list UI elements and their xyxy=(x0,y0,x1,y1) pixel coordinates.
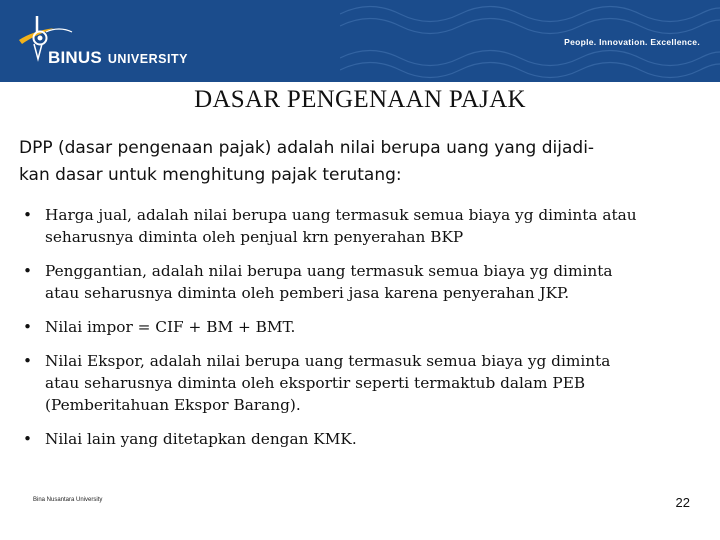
bullet-item xyxy=(23,204,703,248)
bullet-icon: • xyxy=(23,352,33,370)
logo-brand-text: BINUS xyxy=(48,48,102,67)
bullet-text: Nilai lain yang ditetapkan dengan KMK. xyxy=(45,430,357,448)
bullet-text: atau seharusnya diminta oleh pemberi jasa karena penyerahan JKP. xyxy=(45,284,570,302)
intro-paragraph xyxy=(19,135,704,189)
bullet-icon: • xyxy=(23,318,33,336)
intro-line: DPP (dasar pengenaan pajak) adalah nilai berupa uang yang dijadi- xyxy=(19,138,595,158)
logo-university-text: UNIVERSITY xyxy=(107,52,188,66)
bullet-text: seharusnya diminta oleh penjual krn penyerahan BKP xyxy=(45,228,464,246)
bullet-list xyxy=(23,204,703,462)
bullet-text: atau seharusnya diminta oleh eksportir seperti termaktub dalam PEB xyxy=(45,374,586,392)
bullet-icon: • xyxy=(23,262,33,280)
bullet-icon: • xyxy=(23,430,33,448)
footer-organization: Bina Nusantara University xyxy=(33,497,103,503)
bullet-item xyxy=(23,350,703,416)
bullet-text: Penggantian, adalah nilai berupa uang termasuk semua biaya yg diminta xyxy=(45,262,613,280)
slide-title: DASAR PENGENAAN PAJAK xyxy=(194,86,526,113)
bullet-item xyxy=(23,428,703,450)
bullet-text: Nilai Ekspor, adalah nilai berupa uang termasuk semua biaya yg diminta xyxy=(45,352,611,370)
page-number: 22 xyxy=(675,495,690,510)
header-tagline: People. Innovation. Excellence. xyxy=(564,37,700,47)
bullet-text: Harga jual, adalah nilai berupa uang termasuk semua biaya yg diminta atau xyxy=(45,206,637,224)
bullet-item xyxy=(23,316,703,338)
intro-line: kan dasar untuk menghitung pajak terutang: xyxy=(19,165,402,185)
bullet-icon: • xyxy=(23,206,33,224)
logo-wordmark xyxy=(48,48,188,68)
bullet-text: Nilai impor = CIF + BM + BMT. xyxy=(45,318,296,336)
bullet-item xyxy=(23,260,703,304)
bullet-text: (Pemberitahuan Ekspor Barang). xyxy=(45,396,301,414)
slide-header xyxy=(0,0,720,82)
